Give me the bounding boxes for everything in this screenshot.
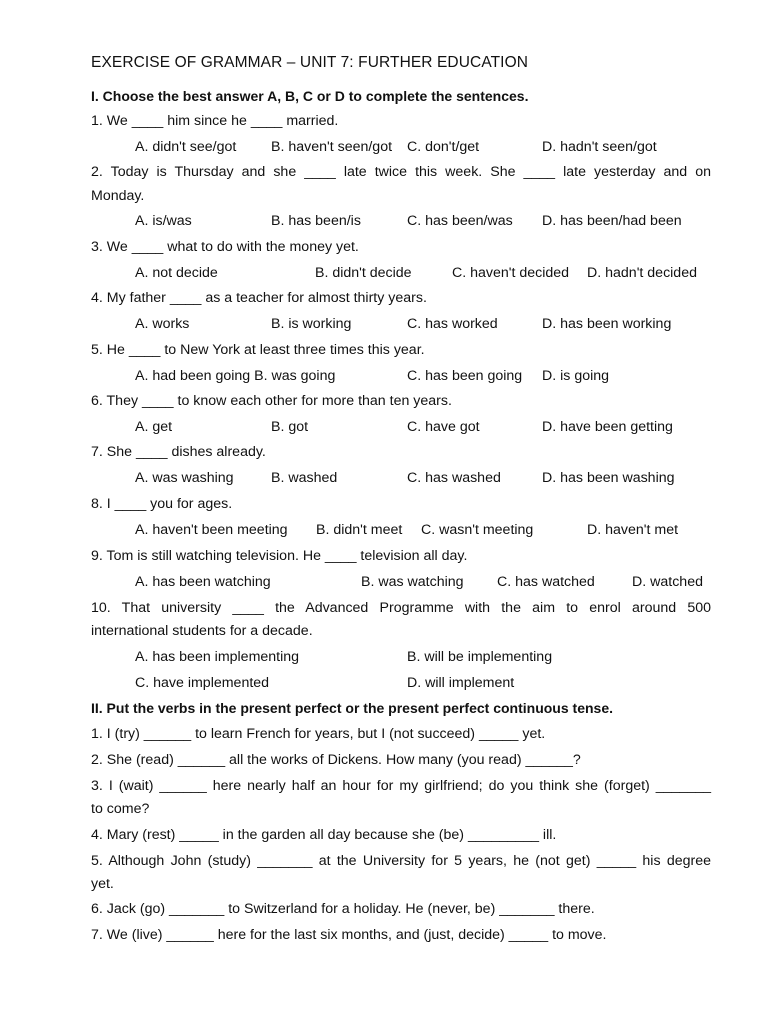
question-5-option: A. had been going B. was going: [135, 368, 336, 384]
section-2-heading: II. Put the verbs in the present perfect or the present perfect continuous tense.: [91, 700, 613, 716]
exercise-2-line: 5. Although John (study) _______ at the University for 5 years, he (not get) _____ his degree: [91, 853, 711, 869]
question-3-option: D. hadn't decided: [587, 265, 697, 281]
question-9-option: B. was watching: [361, 574, 464, 590]
question-2-option: B. has been/is: [271, 213, 361, 229]
question-9-text: 9. Tom is still watching television. He ____ television all day.: [91, 548, 468, 564]
question-7-option: B. washed: [271, 470, 338, 486]
question-6-option: D. have been getting: [542, 419, 673, 435]
question-6-option: A. get: [135, 419, 173, 435]
question-7-option: C. has washed: [407, 470, 501, 486]
question-3-option: B. didn't decide: [315, 265, 412, 281]
exercise-2-line: 6. Jack (go) _______ to Switzerland for a holiday. He (never, be) _______ there.: [91, 901, 595, 917]
question-10-text: 10. That university ____ the Advanced Programme with the aim to enrol around 500: [91, 600, 711, 616]
question-9-option: D. watched: [632, 574, 703, 590]
question-8-text: 8. I ____ you for ages.: [91, 496, 233, 512]
question-4-option: C. has worked: [407, 316, 498, 332]
question-6-option: C. have got: [407, 419, 480, 435]
question-9-option: C. has watched: [497, 574, 595, 590]
page-title: EXERCISE OF GRAMMAR – UNIT 7: FURTHER EDUCATION: [91, 54, 529, 71]
question-10-text: international students for a decade.: [91, 623, 313, 639]
question-1-option: A. didn't see/got: [135, 139, 237, 155]
question-10-option: C. have implemented: [135, 675, 270, 691]
question-7-text: 7. She ____ dishes already.: [91, 444, 266, 460]
question-4-text: 4. My father ____ as a teacher for almost thirty years.: [91, 290, 427, 306]
question-9-option: A. has been watching: [135, 574, 271, 590]
exercise-2-line: to come?: [91, 801, 150, 817]
question-10-option: B. will be implementing: [407, 649, 553, 665]
question-3-option: C. haven't decided: [452, 265, 570, 281]
question-8-option: A. haven't been meeting: [135, 522, 288, 538]
question-8-option: B. didn't meet: [316, 522, 403, 538]
question-1-option: C. don't/get: [407, 139, 480, 155]
question-3-text: 3. We ____ what to do with the money yet.: [91, 239, 359, 255]
question-2-option: D. has been/had been: [542, 213, 682, 229]
question-1-text: 1. We ____ him since he ____ married.: [91, 113, 339, 129]
question-8-option: D. haven't met: [587, 522, 679, 538]
question-6-text: 6. They ____ to know each other for more than ten years.: [91, 393, 452, 409]
exercise-2-line: 3. I (wait) ______ here nearly half an hour for my girlfriend; do you think she (forget) _______: [91, 778, 711, 794]
question-5-option: C. has been going: [407, 368, 523, 384]
question-5-text: 5. He ____ to New York at least three times this year.: [91, 342, 425, 358]
question-2-option: C. has been/was: [407, 213, 513, 229]
question-2-option: A. is/was: [135, 213, 192, 229]
question-6-option: B. got: [271, 419, 309, 435]
question-10-option: D. will implement: [407, 675, 515, 691]
question-5-option: D. is going: [542, 368, 610, 384]
question-1-option: B. haven't seen/got: [271, 139, 393, 155]
question-7-option: D. has been washing: [542, 470, 675, 486]
question-4-option: B. is working: [271, 316, 352, 332]
exercise-2-line: 7. We (live) ______ here for the last six months, and (just, decide) _____ to move.: [91, 927, 607, 943]
question-2-text: Monday.: [91, 188, 145, 204]
exercise-2-line: 2. She (read) ______ all the works of Dickens. How many (you read) ______?: [91, 752, 581, 768]
exercise-2-line: yet.: [91, 876, 114, 892]
question-4-option: D. has been working: [542, 316, 672, 332]
question-2-text: 2. Today is Thursday and she ____ late twice this week. She ____ late yesterday and on: [91, 164, 711, 180]
section-1-heading: I. Choose the best answer A, B, C or D to complete the sentences.: [91, 88, 529, 104]
question-7-option: A. was washing: [135, 470, 234, 486]
question-3-option: A. not decide: [135, 265, 218, 281]
exercise-2-line: 4. Mary (rest) _____ in the garden all day because she (be) _________ ill.: [91, 827, 557, 843]
question-4-option: A. works: [135, 316, 190, 332]
exercise-2-line: 1. I (try) ______ to learn French for years, but I (not succeed) _____ yet.: [91, 726, 546, 742]
question-8-option: C. wasn't meeting: [421, 522, 534, 538]
question-1-option: D. hadn't seen/got: [542, 139, 657, 155]
question-10-option: A. has been implementing: [135, 649, 300, 665]
